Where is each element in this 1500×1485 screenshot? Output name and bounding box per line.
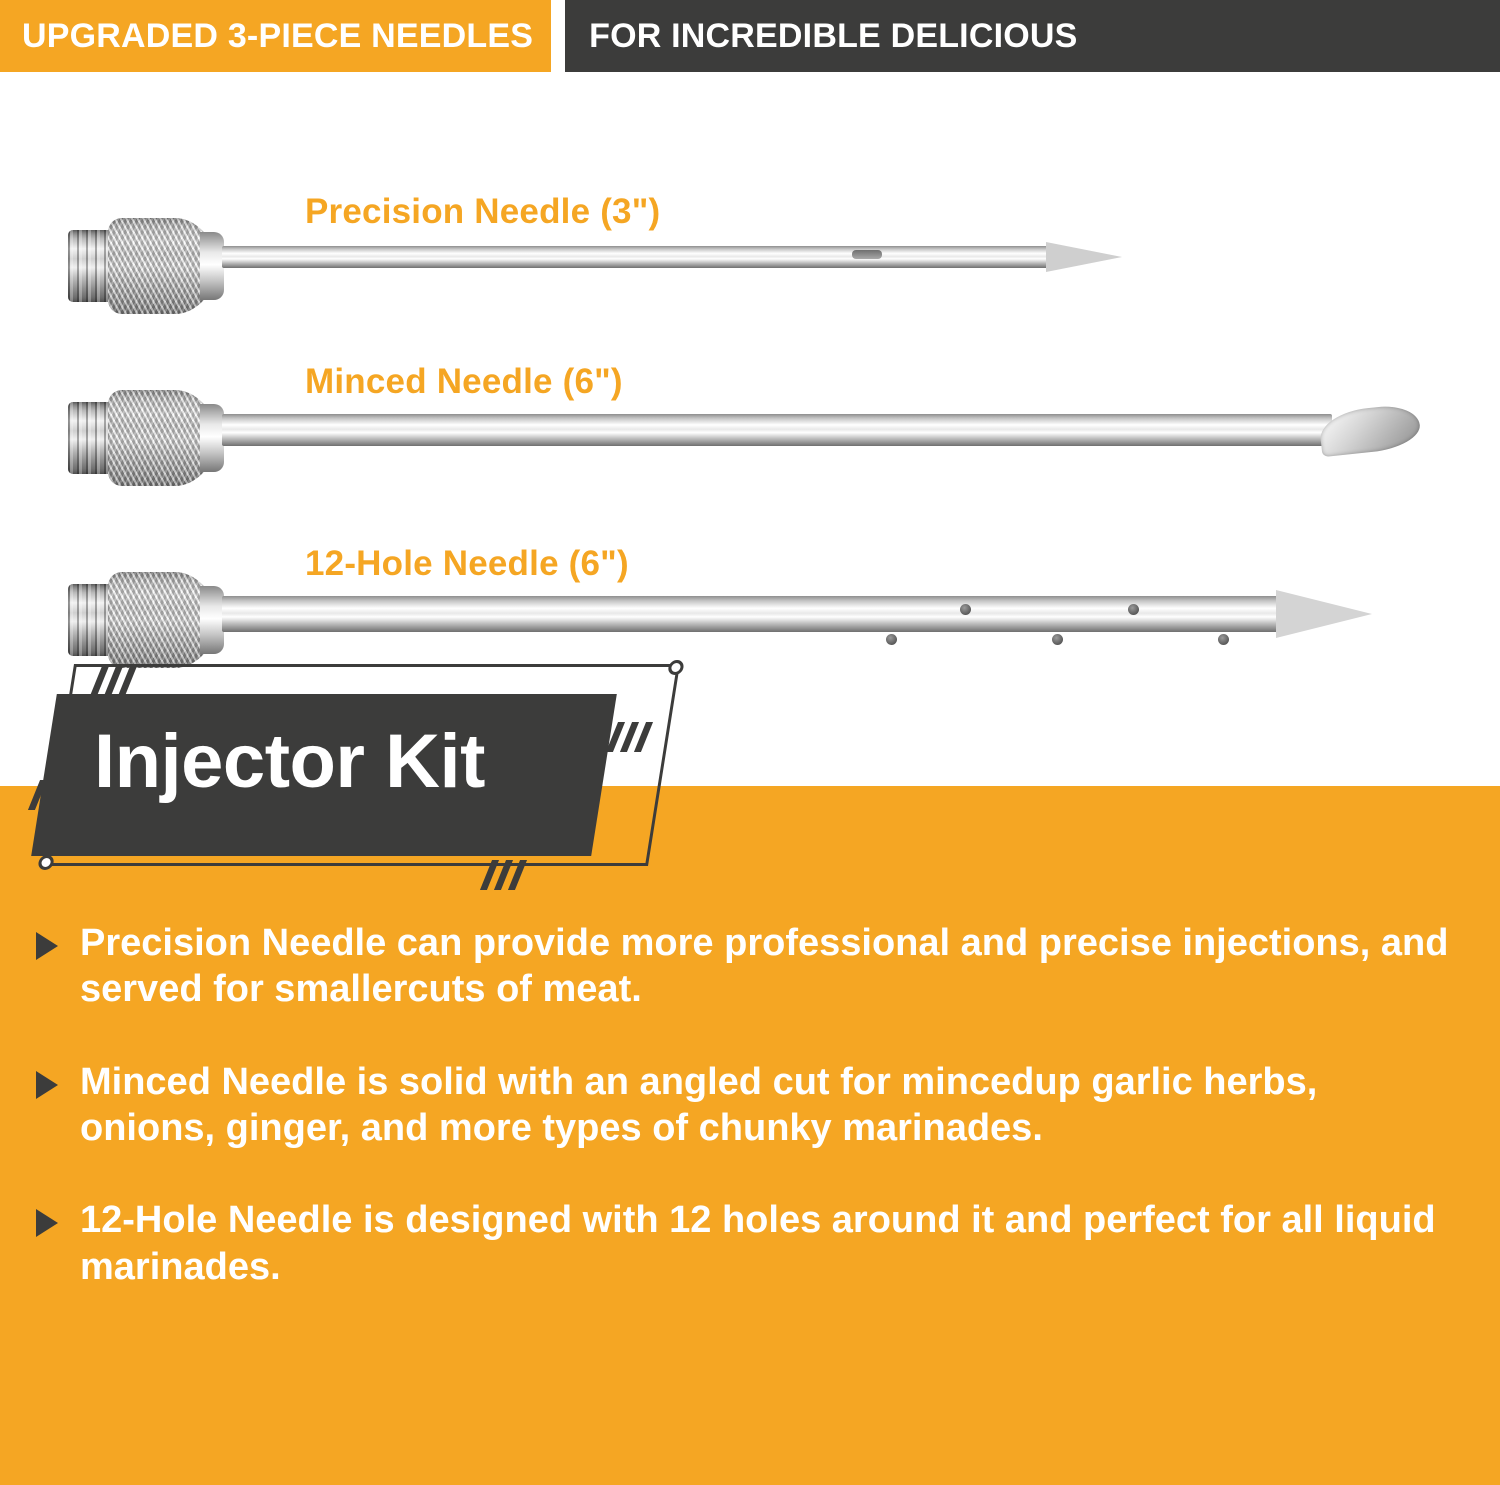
header-left-label: UPGRADED 3-PIECE NEEDLES: [0, 0, 551, 72]
hub-collar-icon: [200, 586, 224, 654]
bullet-arrow-icon: [36, 932, 58, 960]
hub-thread-icon: [68, 584, 110, 656]
hub-thread-icon: [68, 230, 110, 302]
hub-collar-icon: [200, 404, 224, 472]
header-banner: [0, 0, 1500, 72]
needle-precision-shaft-icon: [222, 246, 1052, 268]
feature-list: [36, 920, 1476, 1336]
needle-minced-hub-icon: [68, 386, 226, 490]
needle-label-minced: Minced Needle (6"): [305, 362, 623, 401]
header-divider: [551, 0, 565, 72]
needle-12hole-shaft-icon: [222, 596, 1282, 632]
title-plaque: [34, 660, 674, 890]
list-item: [36, 1059, 1476, 1152]
needle-hole-icon: [1128, 604, 1139, 615]
list-item: [36, 1197, 1476, 1290]
needle-precision-hub-icon: [68, 214, 226, 318]
page-title: Injector Kit: [94, 719, 485, 804]
needle-precision-tip-icon: [1046, 242, 1122, 272]
needle-label-precision: Precision Needle (3"): [305, 192, 661, 231]
needle-12hole-hub-icon: [68, 568, 226, 672]
needle-12hole-tip-icon: [1276, 590, 1372, 638]
needle-illustrations: [0, 72, 1500, 652]
list-item-text: Minced Needle is solid with an angled cut for mincedup garlic herbs, onions, ginger, and more types of chunky marinades.: [80, 1060, 1318, 1150]
needle-precision-side-port-icon: [852, 250, 882, 259]
needle-hole-icon: [1052, 634, 1063, 645]
needle-hole-icon: [960, 604, 971, 615]
list-item-text: 12-Hole Needle is designed with 12 holes around it and perfect for all liquid marinades.: [80, 1199, 1436, 1288]
needle-hole-icon: [1218, 634, 1229, 645]
bullet-arrow-icon: [36, 1071, 58, 1099]
list-item-text: Precision Needle can provide more professional and precise injections, and served for smallercuts of meat.: [80, 922, 1449, 1011]
needle-hole-icon: [886, 634, 897, 645]
needle-minced-angled-cut-icon: [1318, 403, 1422, 457]
hub-collar-icon: [200, 232, 224, 300]
bullet-arrow-icon: [36, 1209, 58, 1237]
header-right-label: FOR INCREDIBLE DELICIOUS: [565, 0, 1500, 72]
needle-label-12hole: 12-Hole Needle (6"): [305, 544, 629, 583]
plaque-dot-icon: [667, 660, 684, 675]
plaque-dot-icon: [37, 855, 54, 870]
list-item: [36, 920, 1476, 1013]
hub-thread-icon: [68, 402, 110, 474]
needle-minced-shaft-icon: [222, 414, 1332, 446]
